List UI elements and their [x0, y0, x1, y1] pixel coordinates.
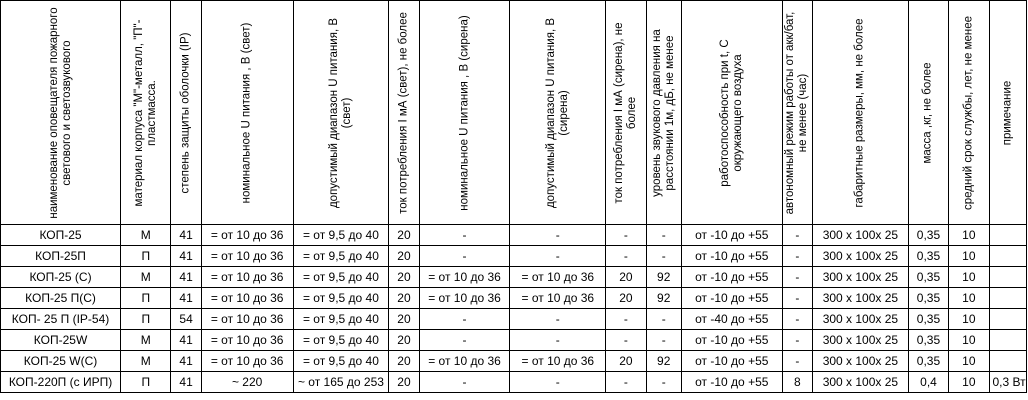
table-cell: М: [121, 330, 171, 351]
table-cell: -: [782, 288, 812, 309]
table-cell: = от 10 до 36: [510, 351, 606, 372]
table-cell: от -10 до +55: [681, 267, 782, 288]
model-name-cell: КОП-25П: [1, 246, 121, 267]
table-cell: -: [510, 225, 606, 246]
table-cell: -: [606, 330, 646, 351]
table-cell: 92: [646, 267, 681, 288]
table-cell: -: [646, 246, 681, 267]
table-cell: 10: [949, 225, 989, 246]
table-cell: 300 х 100х 25: [812, 309, 908, 330]
table-cell: -: [510, 330, 606, 351]
model-name-cell: КОП-25 П(С): [1, 288, 121, 309]
table-cell: [989, 225, 1027, 246]
table-row: [1, 372, 1027, 393]
table-cell: 0,3 Вт: [989, 372, 1027, 393]
table-cell: 0,35: [908, 246, 948, 267]
table-cell: -: [606, 309, 646, 330]
table-cell: -: [510, 309, 606, 330]
column-header: [681, 1, 782, 225]
table-cell: 8: [782, 372, 812, 393]
table-cell: 41: [171, 267, 201, 288]
table-cell: [989, 330, 1027, 351]
table-cell: П: [121, 372, 171, 393]
table-cell: от -10 до +55: [681, 246, 782, 267]
column-header: [646, 1, 681, 225]
column-header-label: материал корпуса "М"-металл, "П"- пластмасса.: [132, 19, 158, 206]
column-header: [121, 1, 171, 225]
table-cell: -: [606, 246, 646, 267]
table-cell: -: [510, 372, 606, 393]
table-cell: [989, 288, 1027, 309]
table-row: [1, 225, 1027, 246]
column-header-label: масса ,кг, не более: [921, 62, 934, 163]
table-cell: = от 10 до 36: [201, 330, 293, 351]
table-cell: от -40 до +55: [681, 309, 782, 330]
table-cell: = от 10 до 36: [419, 351, 510, 372]
table-cell: -: [782, 225, 812, 246]
table-cell: 300 х 100х 25: [812, 351, 908, 372]
table-cell: от -10 до +55: [681, 288, 782, 309]
table-cell: = от 10 до 36: [510, 288, 606, 309]
table-row: [1, 309, 1027, 330]
table-cell: [989, 246, 1027, 267]
table-cell: = от 9,5 до 40: [293, 288, 389, 309]
table-cell: -: [646, 372, 681, 393]
table-cell: 41: [171, 288, 201, 309]
table-cell: = от 10 до 36: [419, 288, 510, 309]
table-cell: = от 9,5 до 40: [293, 225, 389, 246]
column-header: [989, 1, 1027, 225]
table-cell: от -10 до +55: [681, 225, 782, 246]
column-header: [389, 1, 419, 225]
table-cell: = от 10 до 36: [201, 288, 293, 309]
table-cell: 92: [646, 351, 681, 372]
column-header-label: степень защиты оболочки (IP): [179, 32, 192, 193]
column-header-label: допустимый диапазон U питания, В (свет): [327, 17, 353, 208]
column-header: [908, 1, 948, 225]
column-header-label: ток потребления I мА (свет), не более: [397, 11, 410, 214]
table-cell: 10: [949, 351, 989, 372]
table-cell: 300 х 100х 25: [812, 288, 908, 309]
table-cell: -: [419, 330, 510, 351]
table-cell: = от 10 до 36: [201, 351, 293, 372]
table-cell: 41: [171, 372, 201, 393]
column-header: [510, 1, 606, 225]
table-body: [1, 225, 1027, 393]
table-cell: [989, 267, 1027, 288]
table-cell: -: [510, 246, 606, 267]
table-cell: 10: [949, 309, 989, 330]
table-cell: от -10 до +55: [681, 372, 782, 393]
table-cell: = от 9,5 до 40: [293, 351, 389, 372]
column-header: [812, 1, 908, 225]
table-cell: -: [606, 225, 646, 246]
table-cell: -: [646, 309, 681, 330]
table-cell: 0,4: [908, 372, 948, 393]
column-header: [606, 1, 646, 225]
table-row: [1, 351, 1027, 372]
table-cell: от -10 до +55: [681, 351, 782, 372]
table-cell: = от 10 до 36: [510, 267, 606, 288]
table-cell: 20: [389, 330, 419, 351]
table-cell: 41: [171, 225, 201, 246]
column-header-label: автономный режим работы от акк/бат, не менее (час): [784, 11, 810, 214]
table-row: [1, 267, 1027, 288]
table-cell: П: [121, 246, 171, 267]
column-header-label: допустимый диапазон U питания, В (сирена): [544, 17, 570, 208]
table-cell: от -10 до +55: [681, 330, 782, 351]
table-cell: = от 9,5 до 40: [293, 309, 389, 330]
table-cell: -: [782, 330, 812, 351]
table-cell: -: [419, 372, 510, 393]
table-cell: -: [419, 246, 510, 267]
table-row: [1, 330, 1027, 351]
table-cell: 0,35: [908, 309, 948, 330]
table-cell: 20: [606, 267, 646, 288]
table-cell: = от 10 до 36: [201, 309, 293, 330]
table-cell: 10: [949, 267, 989, 288]
column-header: [949, 1, 989, 225]
table-cell: 20: [389, 351, 419, 372]
table-cell: [989, 309, 1027, 330]
table-cell: = от 10 до 36: [201, 246, 293, 267]
table-cell: 300 х 100х 25: [812, 267, 908, 288]
table-cell: -: [782, 309, 812, 330]
column-header: [782, 1, 812, 225]
table-cell: ~ 220: [201, 372, 293, 393]
table-cell: М: [121, 225, 171, 246]
column-header-label: средний срок службы, лет, не менее: [962, 15, 975, 210]
table-cell: 41: [171, 246, 201, 267]
column-header: [293, 1, 389, 225]
table-cell: -: [782, 246, 812, 267]
table-cell: = от 9,5 до 40: [293, 267, 389, 288]
table-cell: -: [646, 330, 681, 351]
model-name-cell: КОП-25 W(С): [1, 351, 121, 372]
table-cell: 20: [606, 351, 646, 372]
table-cell: 41: [171, 330, 201, 351]
table-cell: -: [606, 372, 646, 393]
table-cell: 0,35: [908, 351, 948, 372]
table-cell: 300 х 100х 25: [812, 225, 908, 246]
model-name-cell: КОП- 25 П (IP-54): [1, 309, 121, 330]
table-cell: 0,35: [908, 288, 948, 309]
table-cell: 41: [171, 351, 201, 372]
model-name-cell: КОП-25 (С): [1, 267, 121, 288]
table-cell: 0,35: [908, 267, 948, 288]
table-cell: 54: [171, 309, 201, 330]
table-cell: = от 10 до 36: [201, 225, 293, 246]
table-cell: = от 9,5 до 40: [293, 246, 389, 267]
table-cell: 10: [949, 330, 989, 351]
table-cell: 300 х 100х 25: [812, 372, 908, 393]
column-header: [171, 1, 201, 225]
table-cell: -: [782, 351, 812, 372]
column-header-label: наименование оповещателя пожарного светового и светозвукового: [47, 6, 73, 219]
table-row: [1, 246, 1027, 267]
model-name-cell: КОП-25: [1, 225, 121, 246]
table-cell: М: [121, 267, 171, 288]
column-header-label: примечание: [1001, 80, 1014, 145]
table-cell: 20: [389, 372, 419, 393]
table-cell: М: [121, 351, 171, 372]
column-header-label: номинальное U питания , В (свет): [240, 22, 253, 203]
table-cell: 300 х 100х 25: [812, 330, 908, 351]
table-cell: -: [419, 309, 510, 330]
table-cell: -: [646, 225, 681, 246]
table-cell: ~ от 165 до 253: [293, 372, 389, 393]
table-cell: 20: [389, 246, 419, 267]
table-row: [1, 288, 1027, 309]
table-cell: 92: [646, 288, 681, 309]
table-cell: = от 10 до 36: [201, 267, 293, 288]
table-cell: 20: [389, 309, 419, 330]
table-cell: -: [782, 267, 812, 288]
column-header: [419, 1, 510, 225]
table-cell: [989, 351, 1027, 372]
table-cell: 20: [389, 267, 419, 288]
column-header-label: работоспособность при t, С окружающего воздуха: [718, 38, 744, 187]
table-cell: 20: [389, 225, 419, 246]
column-header-label: номинальное U питания , В (сирена): [458, 14, 470, 211]
table-cell: 0,35: [908, 225, 948, 246]
column-header-label: габаритные размеры, мм, не более: [853, 18, 866, 208]
table-cell: П: [121, 309, 171, 330]
column-header: [1, 1, 121, 225]
header-row: [1, 1, 1027, 225]
table-cell: П: [121, 288, 171, 309]
column-header-label: уровень звукового давления на расстоянии 1м, дБ, не менее: [650, 28, 676, 197]
table-cell: 20: [606, 288, 646, 309]
table-cell: = от 9,5 до 40: [293, 330, 389, 351]
table-cell: 300 х 100х 25: [812, 246, 908, 267]
table-cell: 0,35: [908, 330, 948, 351]
table-cell: 10: [949, 372, 989, 393]
table-cell: 10: [949, 246, 989, 267]
table-cell: = от 10 до 36: [419, 267, 510, 288]
column-header: [201, 1, 293, 225]
table-cell: 10: [949, 288, 989, 309]
model-name-cell: КОП-220П (с ИРП): [1, 372, 121, 393]
table-cell: -: [419, 225, 510, 246]
column-header-label: ток потребления I мА (сирена), не более: [612, 21, 638, 204]
model-name-cell: КОП-25W: [1, 330, 121, 351]
table-cell: 20: [389, 288, 419, 309]
